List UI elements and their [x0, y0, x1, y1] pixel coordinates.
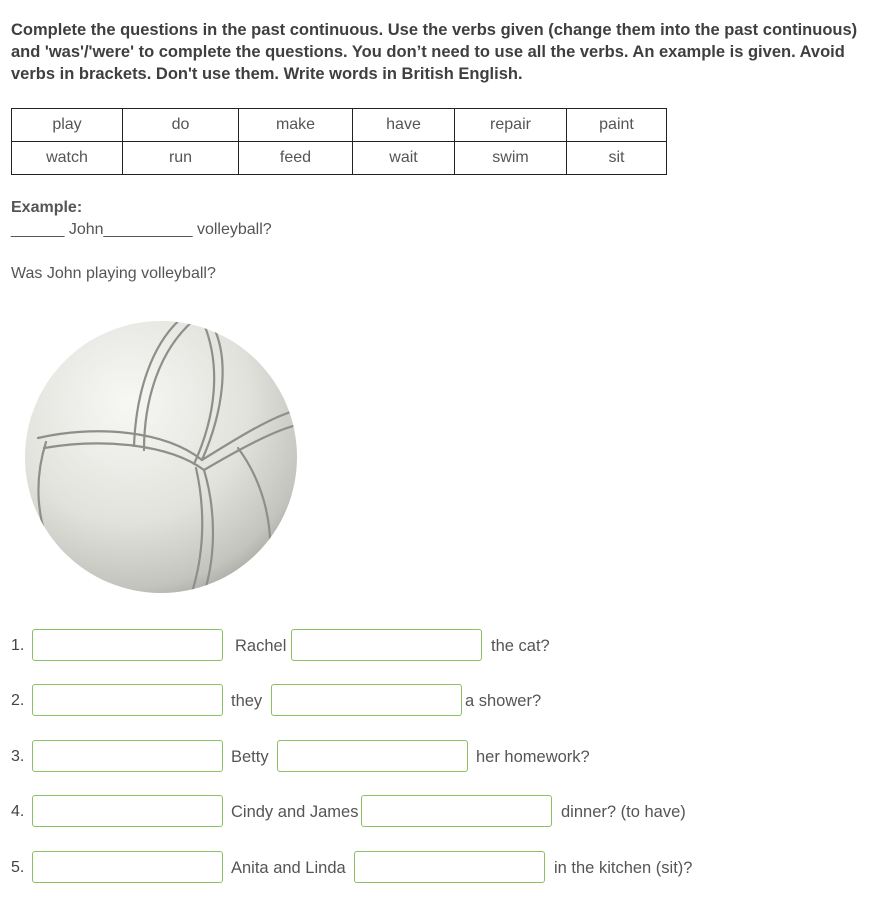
verb-cell: feed	[239, 142, 353, 175]
question-subject: Anita and Linda	[231, 859, 346, 877]
verb-cell: have	[353, 109, 455, 142]
question-number: 1.	[11, 637, 25, 654]
question-ending: dinner? (to have)	[561, 803, 686, 821]
answer-input-2a[interactable]	[32, 684, 223, 716]
verb-cell: watch	[12, 142, 123, 175]
verb-cell: wait	[353, 142, 455, 175]
answer-input-3a[interactable]	[32, 740, 223, 772]
verb-table	[11, 108, 667, 175]
verb-cell: run	[123, 142, 239, 175]
verb-cell: swim	[455, 142, 567, 175]
question-subject: they	[231, 692, 263, 710]
question-ending: in the kitchen (sit)?	[554, 859, 693, 877]
instructions-text: Complete the questions in the past continuous. Use the verbs given (change them into the past continuous) and 'was'/'were' to complete the questions. You don’t need to use all the verbs. An example is given. Avoid verbs in brackets. Don't use them. Write words in British English.	[11, 21, 858, 83]
example-answer: Was John playing volleyball?	[11, 265, 216, 282]
verb-cell: repair	[455, 109, 567, 142]
answer-input-3b[interactable]	[277, 740, 468, 772]
volleyball-image	[24, 320, 298, 594]
answer-input-1a[interactable]	[32, 629, 223, 661]
question-ending: the cat?	[491, 637, 550, 655]
verb-cell: play	[12, 109, 123, 142]
question-ending: her homework?	[476, 748, 590, 766]
example-label: Example:	[11, 199, 83, 216]
verb-cell: do	[123, 109, 239, 142]
question-ending: a shower?	[465, 692, 542, 710]
verb-cell: make	[239, 109, 353, 142]
verb-table-row	[12, 109, 667, 142]
answer-input-4b[interactable]	[361, 795, 552, 827]
answer-input-4a[interactable]	[32, 795, 223, 827]
answer-input-5a[interactable]	[32, 851, 223, 883]
example-prompt: ______ John__________ volleyball?	[11, 221, 272, 238]
verb-table-row	[12, 142, 667, 175]
verb-cell: sit	[567, 142, 667, 175]
question-number: 4.	[11, 803, 25, 820]
question-row	[0, 629, 882, 663]
verb-cell: paint	[567, 109, 667, 142]
question-number: 2.	[11, 692, 25, 709]
answer-input-2b[interactable]	[271, 684, 462, 716]
question-subject: Betty	[231, 748, 269, 766]
question-subject: Rachel	[235, 637, 287, 655]
question-subject: Cindy and James	[231, 803, 359, 821]
question-row	[0, 740, 882, 774]
answer-input-1b[interactable]	[291, 629, 482, 661]
question-row	[0, 851, 882, 885]
answer-input-5b[interactable]	[354, 851, 545, 883]
question-number: 5.	[11, 859, 25, 876]
question-number: 3.	[11, 748, 25, 765]
question-row	[0, 795, 882, 829]
question-row	[0, 684, 882, 718]
